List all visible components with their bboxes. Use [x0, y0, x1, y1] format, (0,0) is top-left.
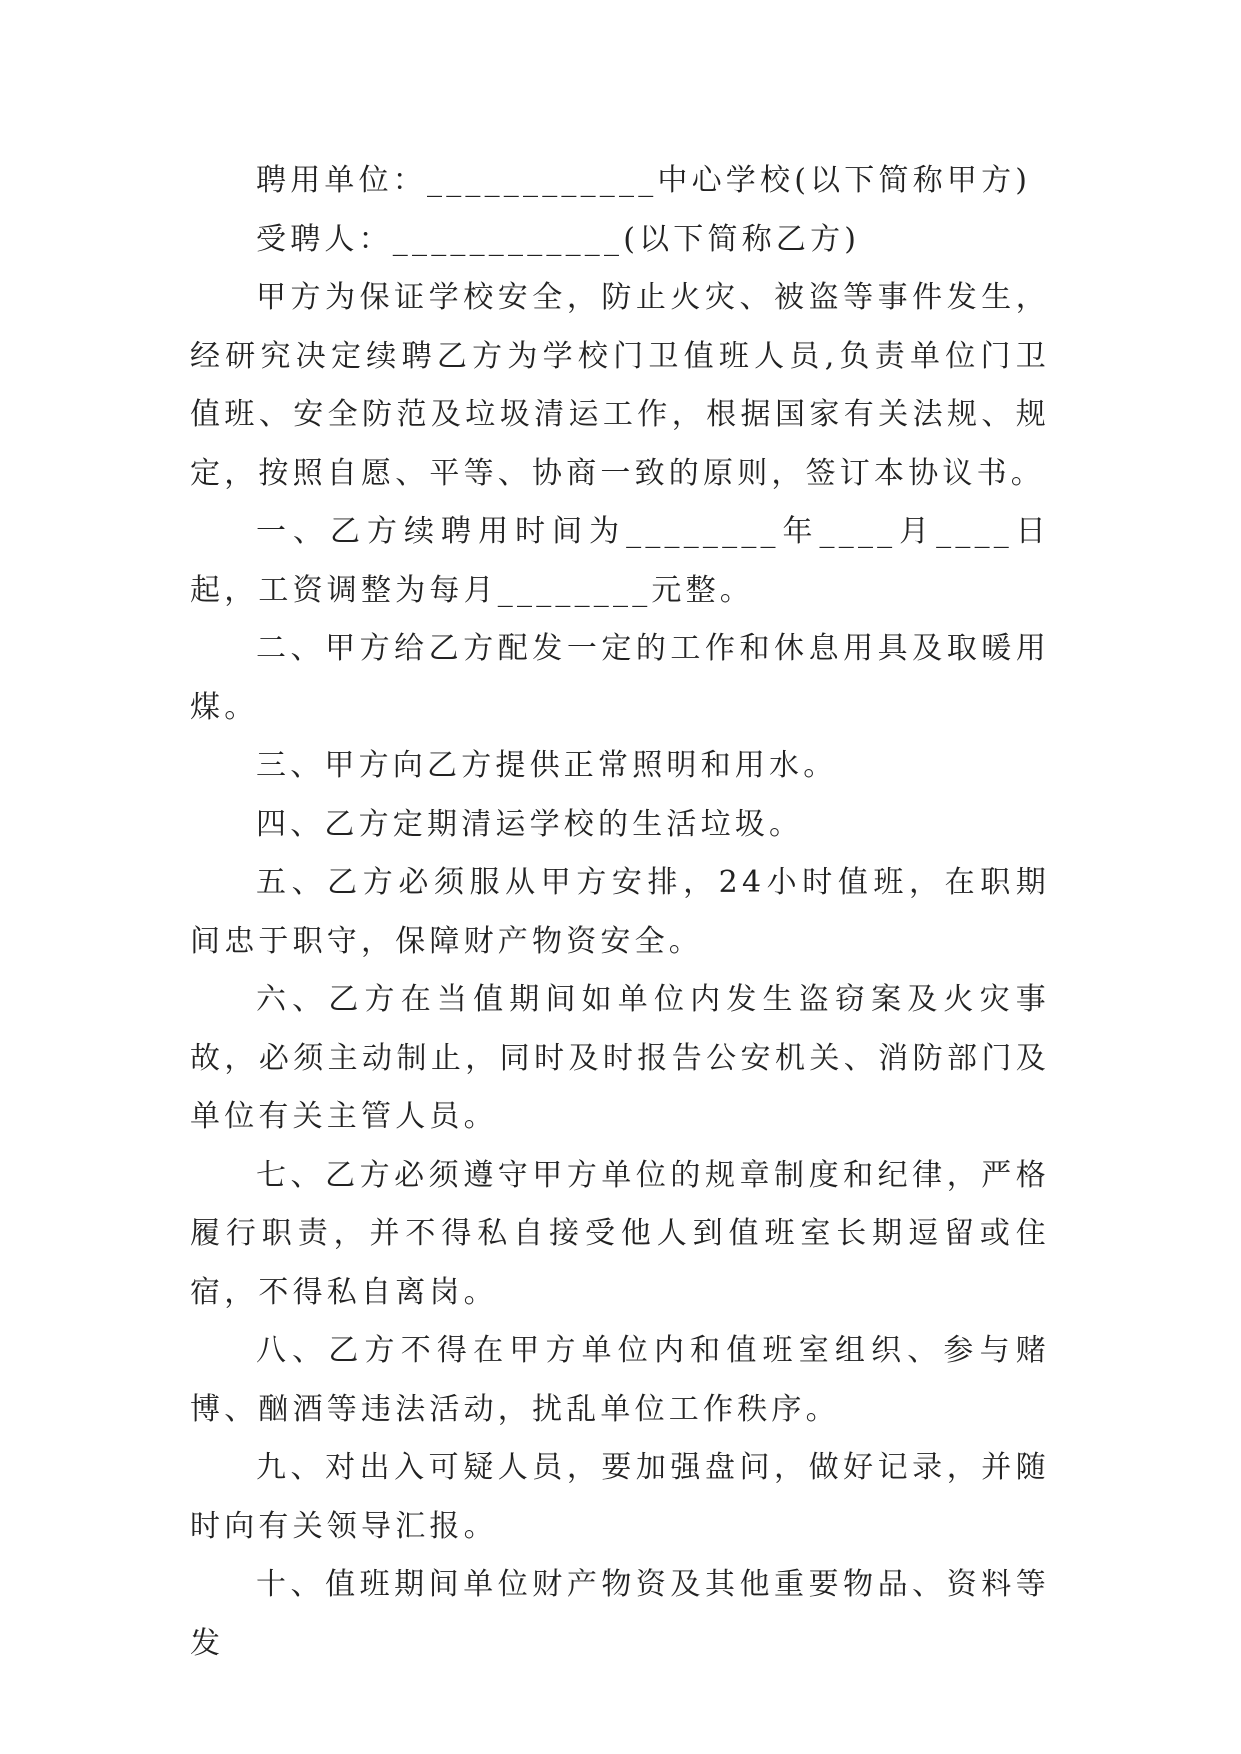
clause-10: 十、值班期间单位财产物资及其他重要物品、资料等发	[190, 1567, 1050, 1661]
clause-1: 一、乙方续聘用时间为________年____月____日起，工资调整为每月________元整。	[190, 514, 1050, 608]
clause-4: 四、乙方定期清运学校的生活垃圾。	[256, 806, 804, 842]
employee-line: 受聘人：____________(以下简称乙方)	[256, 221, 861, 257]
clause-6: 六、乙方在当值期间如单位内发生盗窃案及火灾事故，必须主动制止，同时及时报告公安机关、消防部门及单位有关主管人员。	[190, 982, 1050, 1134]
clause-5: 五、乙方必须服从甲方安排，24小时值班，在职期间忠于职守，保障财产物资安全。	[190, 865, 1050, 959]
clause-3: 三、甲方向乙方提供正常照明和用水。	[256, 748, 838, 783]
document-page	[190, 152, 1050, 1673]
employer-line: 聘用单位：____________中心学校(以下简称甲方)	[256, 163, 1032, 198]
clause-7: 七、乙方必须遵守甲方单位的规章制度和纪律，严格履行职责，并不得私自接受他人到值班室长期逗留或住宿，不得私自离岗。	[190, 1157, 1050, 1310]
clause-8: 八、乙方不得在甲方单位内和值班室组织、参与赌博、酗酒等违法活动，扰乱单位工作秩序。	[190, 1333, 1050, 1427]
clause-9: 九、对出入可疑人员，要加强盘问，做好记录，并随时向有关领导汇报。	[190, 1450, 1050, 1544]
intro-paragraph: 甲方为保证学校安全，防止火灾、被盗等事件发生，经研究决定续聘乙方为学校门卫值班人员,负责单位门卫值班、安全防范及垃圾清运工作，根据国家有关法规、规定，按照自愿、平等、协商一致的原则，签订本协议书。	[190, 280, 1050, 491]
clause-2: 二、甲方给乙方配发一定的工作和休息用具及取暖用煤。	[190, 631, 1050, 725]
